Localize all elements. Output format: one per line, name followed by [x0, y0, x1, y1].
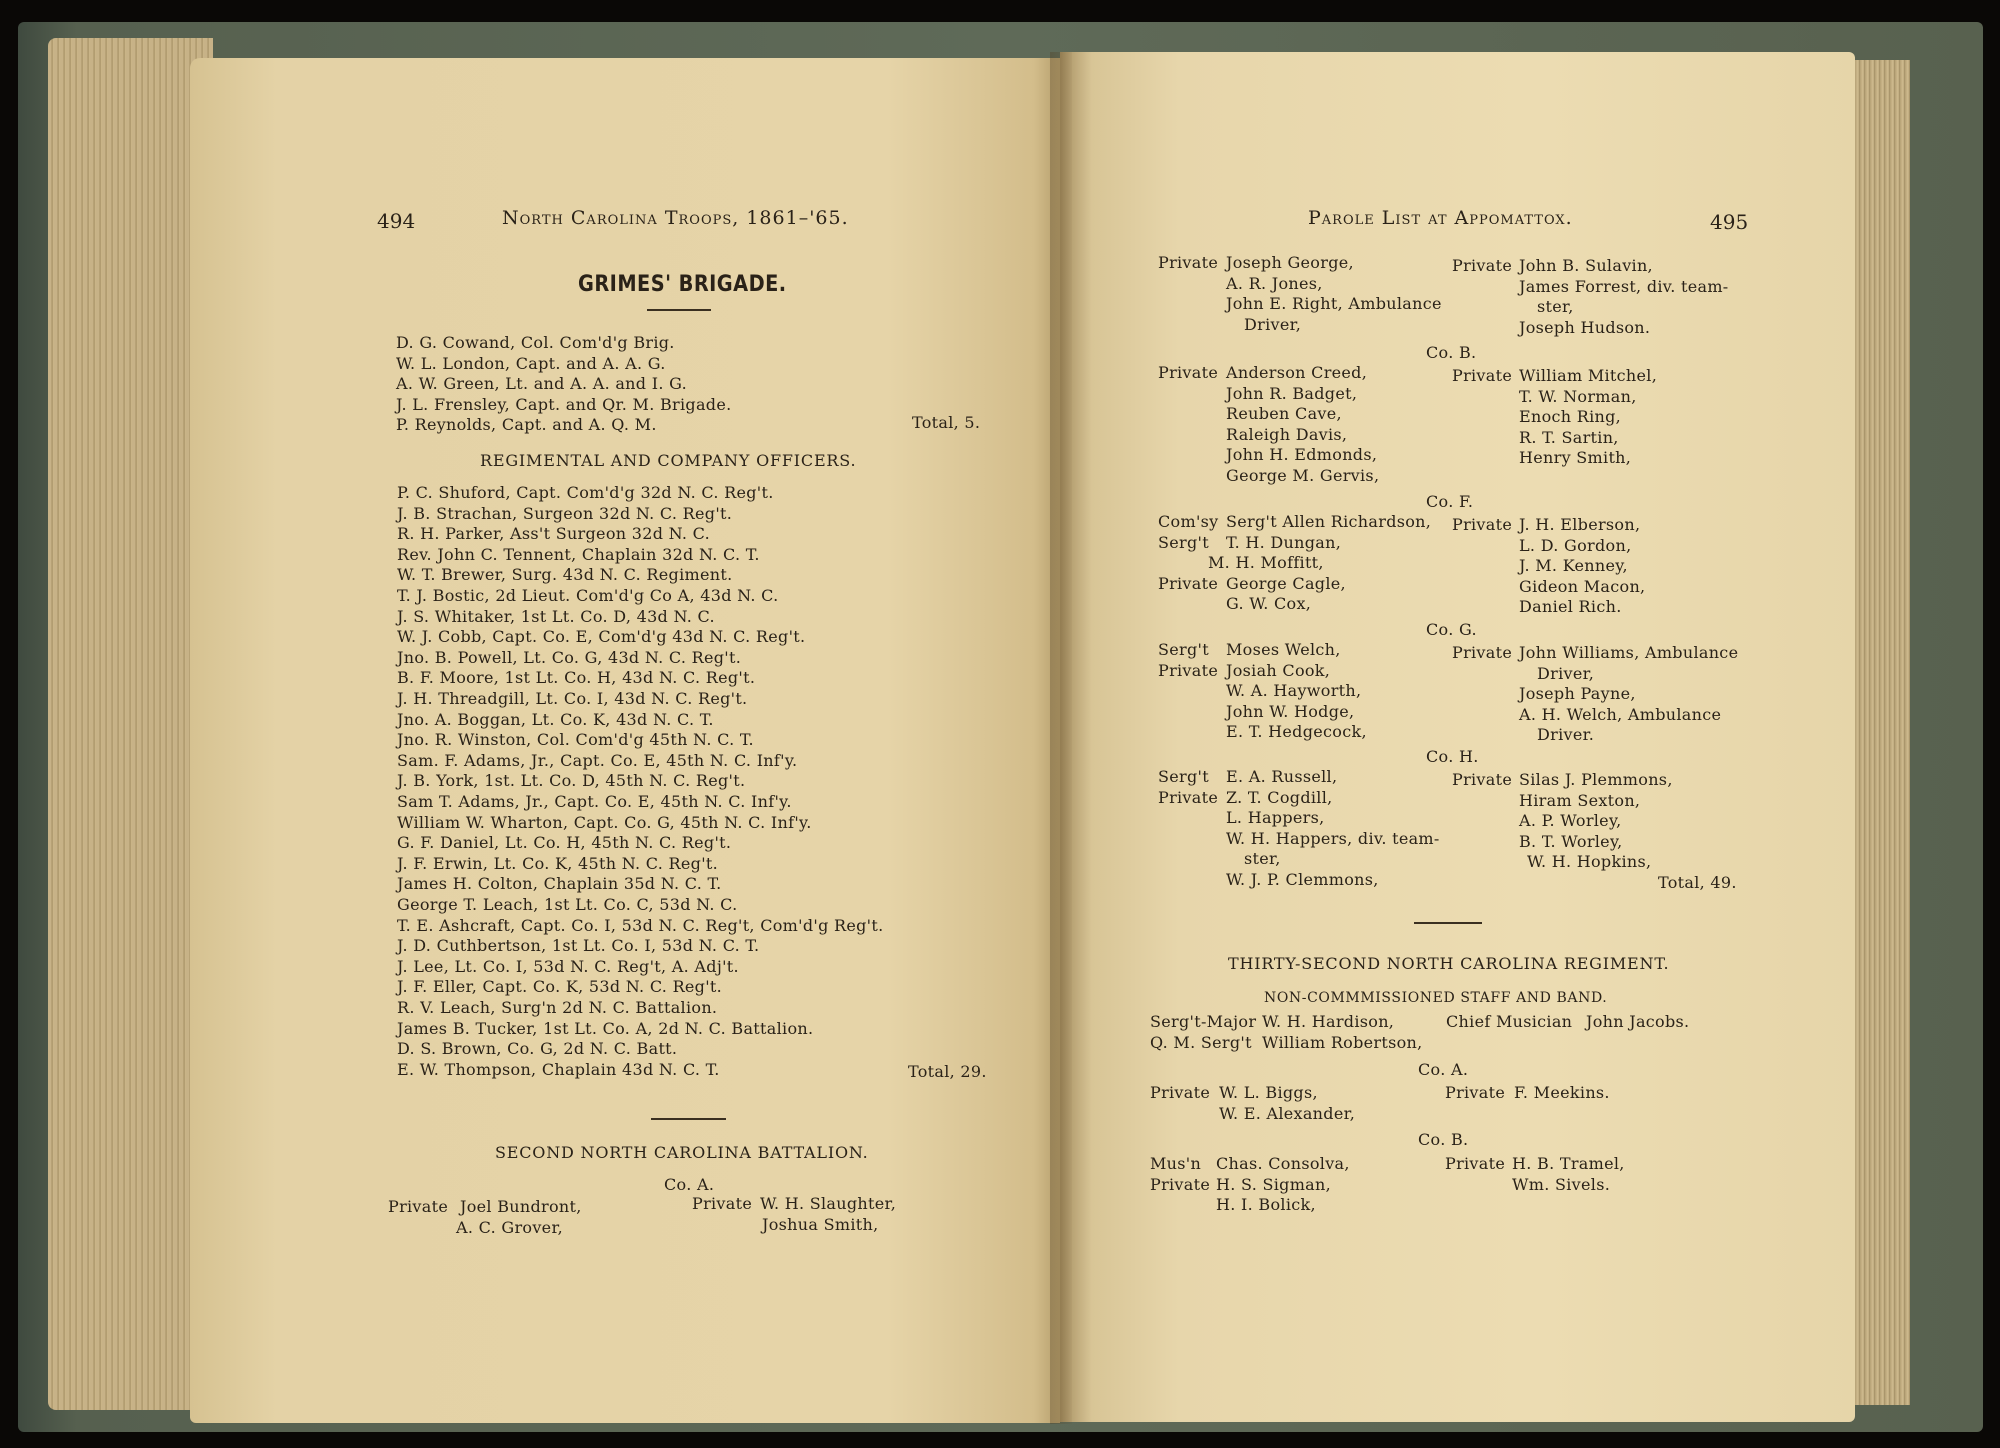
- soldier-name: ster,: [1537, 297, 1574, 317]
- soldier-name: A. C. Grover,: [456, 1217, 564, 1237]
- staff-line: A. W. Green, Lt. and A. A. and I. G.: [396, 374, 688, 394]
- officer-line: J. H. Threadgill, Lt. Co. I, 43d N. C. Reg't.: [397, 689, 748, 708]
- officer-line: George T. Leach, 1st Lt. Co. C, 53d N. C.: [397, 895, 738, 914]
- regiment-rule: [1414, 922, 1482, 924]
- officer-line: W. J. Cobb, Capt. Co. E, Com'd'g 43d N. C. Reg't.: [397, 627, 806, 647]
- battalion-company: Co. A.: [664, 1175, 715, 1194]
- soldier-name: George M. Gervis,: [1226, 466, 1380, 485]
- rank-label: Private: [1150, 1174, 1211, 1194]
- staff-line: P. Reynolds, Capt. and A. Q. M.: [396, 415, 657, 435]
- battalion-heading: SECOND NORTH CAROLINA BATTALION.: [495, 1143, 869, 1162]
- company-label: Co. B.: [1426, 343, 1477, 362]
- company-label: Co. B.: [1418, 1130, 1469, 1149]
- officer-line: J. F. Erwin, Lt. Co. K, 45th N. C. Reg't.: [397, 853, 719, 873]
- soldier-name: Driver.: [1537, 725, 1595, 745]
- soldier-name: Chas. Consolva,: [1216, 1154, 1350, 1173]
- officer-line: T. E. Ashcraft, Capt. Co. I, 53d N. C. Reg't, Com'd'g Reg't.: [397, 915, 884, 935]
- rank-label: Chief Musician: [1446, 1012, 1573, 1031]
- officer-line: James H. Colton, Chaplain 35d N. C. T.: [397, 874, 722, 894]
- company-label: Co. A.: [1418, 1060, 1469, 1079]
- soldier-name: A. R. Jones,: [1226, 273, 1323, 293]
- soldier-name: L. Happers,: [1226, 808, 1325, 828]
- rank-label: Private: [1150, 1083, 1211, 1102]
- soldier-name: H. I. Bolick,: [1216, 1195, 1316, 1215]
- title-rule: [647, 309, 711, 311]
- soldier-name: Hiram Sexton,: [1519, 790, 1641, 810]
- soldier-name: Enoch Ring,: [1519, 407, 1622, 427]
- soldier-name: Wm. Sivels.: [1512, 1174, 1611, 1194]
- officer-line: J. B. York, 1st. Lt. Co. D, 45th N. C. Reg't.: [397, 771, 746, 791]
- rank-label: Serg't: [1158, 767, 1209, 786]
- soldier-name: Z. T. Cogdill,: [1226, 787, 1333, 807]
- soldier-name: W. J. P. Clemmons,: [1226, 870, 1379, 889]
- soldier-name: Driver,: [1244, 314, 1302, 334]
- running-head-left: North Carolina Troops, 1861–'65.: [502, 207, 849, 229]
- brigade-title: GRIMES' BRIGADE.: [578, 272, 787, 297]
- company-label: Co. G.: [1426, 620, 1477, 639]
- soldier-name: Joseph Payne,: [1519, 684, 1636, 704]
- soldier-name: W. A. Hayworth,: [1226, 681, 1362, 701]
- rank-label: Private: [1452, 770, 1513, 789]
- soldier-name: G. W. Cox,: [1226, 594, 1312, 614]
- officers-heading: REGIMENTAL AND COMPANY OFFICERS.: [480, 451, 857, 470]
- rank-label: Private: [1452, 256, 1513, 275]
- soldier-name: W. E. Alexander,: [1219, 1103, 1356, 1123]
- officer-line: Jno. A. Boggan, Lt. Co. K, 43d N. C. T.: [397, 709, 714, 729]
- company-label: Co. F.: [1426, 492, 1474, 511]
- running-head-right: Parole List at Appomattox.: [1308, 207, 1573, 229]
- officer-line: Sam. F. Adams, Jr., Capt. Co. E, 45th N. C. Inf'y.: [397, 750, 798, 770]
- regiment-heading: THIRTY-SECOND NORTH CAROLINA REGIMENT.: [1228, 954, 1670, 973]
- rank-label: Q. M. Serg't: [1150, 1033, 1252, 1052]
- officer-line: J. D. Cuthbertson, 1st Lt. Co. I, 53d N. C. T.: [397, 936, 760, 956]
- rank-label: Private: [1158, 363, 1219, 382]
- soldier-name: James Forrest, div. team-: [1519, 276, 1729, 296]
- officer-line: James B. Tucker, 1st Lt. Co. A, 2d N. C. Battalion.: [397, 1018, 814, 1038]
- soldier-name: B. T. Worley,: [1519, 831, 1623, 851]
- soldier-name: John Williams, Ambulance: [1519, 643, 1739, 662]
- soldier-name: W. H. Hopkins,: [1527, 852, 1652, 872]
- rank-label: Private: [1158, 787, 1219, 807]
- soldier-name: H. S. Sigman,: [1216, 1174, 1332, 1194]
- soldier-name: William Mitchel,: [1519, 366, 1658, 385]
- rank-label: Serg't-Major: [1150, 1012, 1257, 1031]
- soldier-name: Gideon Macon,: [1519, 576, 1646, 596]
- officer-line: R. H. Parker, Ass't Surgeon 32d N. C.: [397, 524, 711, 544]
- soldier-name: F. Meekins.: [1514, 1083, 1610, 1102]
- officer-line: J. S. Whitaker, 1st Lt. Co. D, 43d N. C.: [397, 606, 715, 626]
- soldier-name: Driver,: [1537, 663, 1595, 683]
- officer-line: T. J. Bostic, 2d Lieut. Com'd'g Co A, 43d N. C.: [397, 586, 779, 605]
- soldier-name: Moses Welch,: [1226, 640, 1341, 659]
- officer-line: R. V. Leach, Surg'n 2d N. C. Battalion.: [397, 998, 718, 1017]
- rank-label: Private: [1452, 366, 1513, 385]
- rank-label: Serg't: [1158, 532, 1209, 552]
- soldier-name: John R. Badget,: [1226, 383, 1358, 403]
- soldier-name: J. M. Kenney,: [1519, 556, 1628, 576]
- officer-line: J. Lee, Lt. Co. I, 53d N. C. Reg't, A. Adj't.: [397, 956, 739, 976]
- rank-label: Private: [1158, 660, 1219, 680]
- soldier-name: W. H. Happers, div. team-: [1226, 828, 1440, 848]
- soldier-name: Joshua Smith,: [762, 1214, 879, 1234]
- rank-label: Private: [1445, 1154, 1506, 1173]
- officer-line: P. C. Shuford, Capt. Com'd'g 32d N. C. Reg't.: [397, 483, 774, 502]
- soldier-name: John E. Right, Ambulance: [1226, 294, 1442, 314]
- page-number-right: 495: [1710, 210, 1749, 234]
- soldier-name: H. B. Tramel,: [1512, 1154, 1625, 1173]
- officer-line: D. S. Brown, Co. G, 2d N. C. Batt.: [397, 1039, 678, 1059]
- officer-line: Sam T. Adams, Jr., Capt. Co. E, 45th N. C. Inf'y.: [397, 792, 792, 811]
- staff-line: J. L. Frensley, Capt. and Qr. M. Brigade.: [396, 394, 732, 414]
- soldier-name: John Jacobs.: [1586, 1012, 1690, 1031]
- rank-label: Private: [1445, 1083, 1506, 1102]
- battalion-rule: [651, 1118, 726, 1120]
- soldier-name: William Robertson,: [1262, 1033, 1423, 1052]
- rank-label: Private: [1452, 515, 1513, 534]
- page-edges-left: [48, 38, 213, 1410]
- officer-line: G. F. Daniel, Lt. Co. H, 45th N. C. Reg't.: [397, 833, 732, 853]
- officer-line: W. T. Brewer, Surg. 43d N. C. Regiment.: [397, 565, 733, 585]
- soldier-name: Henry Smith,: [1519, 448, 1632, 468]
- brigade-total: Total, 49.: [1658, 873, 1737, 892]
- soldier-name: R. T. Sartin,: [1519, 427, 1619, 447]
- soldier-name: W. H. Slaughter,: [760, 1194, 897, 1213]
- soldier-name: Silas J. Plemmons,: [1519, 770, 1673, 789]
- soldier-name: J. H. Elberson,: [1519, 515, 1641, 534]
- page-edges-right: [1850, 60, 1910, 1405]
- officer-line: Jno. R. Winston, Col. Com'd'g 45th N. C. T.: [397, 730, 754, 750]
- soldier-name: E. T. Hedgecock,: [1226, 722, 1367, 742]
- soldier-name: Joseph Hudson.: [1519, 317, 1651, 337]
- soldier-name: A. P. Worley,: [1519, 811, 1622, 831]
- rank-label: Serg't: [1158, 640, 1209, 659]
- rank-label: Private: [1158, 573, 1219, 593]
- soldier-name: George Cagle,: [1226, 573, 1346, 593]
- officer-line: B. F. Moore, 1st Lt. Co. H, 43d N. C. Reg't.: [397, 668, 756, 688]
- officer-line: J. B. Strachan, Surgeon 32d N. C. Reg't.: [397, 503, 733, 523]
- soldier-name: Raleigh Davis,: [1226, 424, 1348, 444]
- rank-label: Com'sy: [1158, 512, 1219, 531]
- officers-total: Total, 29.: [908, 1062, 987, 1081]
- soldier-name: Anderson Creed,: [1226, 363, 1368, 382]
- soldier-name: M. H. Moffitt,: [1208, 553, 1324, 573]
- soldier-name: E. A. Russell,: [1226, 767, 1338, 786]
- staff-line: W. L. London, Capt. and A. A. G.: [396, 353, 666, 373]
- soldier-name: Serg't Allen Richardson,: [1226, 512, 1432, 531]
- soldier-name: John W. Hodge,: [1226, 701, 1355, 721]
- page-number-left: 494: [377, 209, 416, 233]
- soldier-name: Joseph George,: [1226, 253, 1354, 272]
- soldier-name: W. L. Biggs,: [1219, 1083, 1318, 1102]
- soldier-name: John H. Edmonds,: [1226, 445, 1378, 465]
- soldier-name: Joel Bundront,: [460, 1197, 582, 1216]
- company-label: Co. H.: [1426, 747, 1479, 766]
- soldier-name: A. H. Welch, Ambulance: [1519, 704, 1722, 724]
- rank-label: Private: [1452, 643, 1513, 662]
- rank-label: Private: [1158, 253, 1219, 272]
- staff-band-heading: NON-COMMMISSIONED STAFF AND BAND.: [1264, 990, 1608, 1006]
- staff-line: D. G. Cowand, Col. Com'd'g Brig.: [396, 333, 675, 352]
- officer-line: J. F. Eller, Capt. Co. K, 53d N. C. Reg't.: [397, 977, 723, 997]
- book-gutter: [1050, 52, 1072, 1424]
- soldier-name: Reuben Cave,: [1226, 404, 1342, 424]
- soldier-name: T. W. Norman,: [1519, 386, 1637, 406]
- soldier-name: T. H. Dungan,: [1226, 532, 1342, 552]
- soldier-name: W. H. Hardison,: [1262, 1012, 1395, 1031]
- soldier-name: ster,: [1244, 849, 1281, 869]
- soldier-name: L. D. Gordon,: [1519, 535, 1632, 555]
- officer-line: William W. Wharton, Capt. Co. G, 45th N. C. Inf'y.: [397, 812, 812, 832]
- staff-total: Total, 5.: [912, 413, 981, 432]
- soldier-name: Josiah Cook,: [1226, 660, 1331, 680]
- rank-label: Private: [388, 1197, 449, 1216]
- officer-line: Rev. John C. Tennent, Chaplain 32d N. C. T.: [397, 544, 760, 564]
- rank-label: Mus'n: [1150, 1154, 1202, 1173]
- officer-line: Jno. B. Powell, Lt. Co. G, 43d N. C. Reg't.: [397, 647, 742, 667]
- rank-label: Private: [692, 1194, 753, 1213]
- soldier-name: Daniel Rich.: [1519, 597, 1622, 617]
- officer-line: E. W. Thompson, Chaplain 43d N. C. T.: [397, 1059, 720, 1079]
- soldier-name: John B. Sulavin,: [1519, 256, 1653, 275]
